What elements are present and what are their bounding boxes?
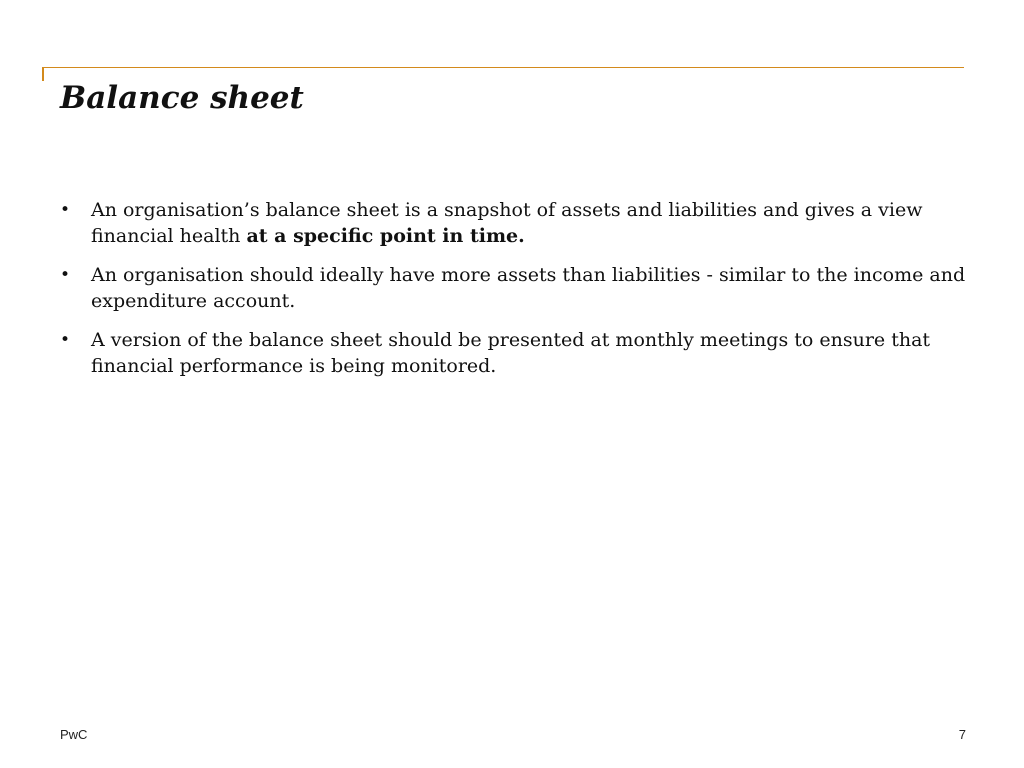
bullet-icon: • — [60, 330, 71, 350]
footer-brand: PwC — [60, 727, 88, 742]
bullet-list — [60, 197, 970, 392]
bullet-text: An organisation’s balance sheet is a snapshot of assets and liabilities and gives a view financial health — [91, 199, 923, 247]
header-corner-mark — [42, 67, 44, 81]
header-rule — [42, 67, 964, 68]
bullet-item — [60, 197, 970, 249]
slide-title: Balance sheet — [60, 80, 304, 116]
bullet-icon: • — [60, 265, 71, 285]
bullet-text: A version of the balance sheet should be presented at monthly meetings to ensure that financial performance is being monitored. — [91, 329, 931, 377]
page-number: 7 — [958, 727, 966, 742]
bullet-icon: • — [60, 200, 71, 220]
bullet-item — [60, 327, 970, 379]
bullet-emphasis: at a specific point in time. — [246, 225, 525, 247]
bullet-text: An organisation should ideally have more assets than liabilities - similar to the income and expenditure account. — [91, 264, 966, 312]
bullet-item — [60, 262, 970, 314]
